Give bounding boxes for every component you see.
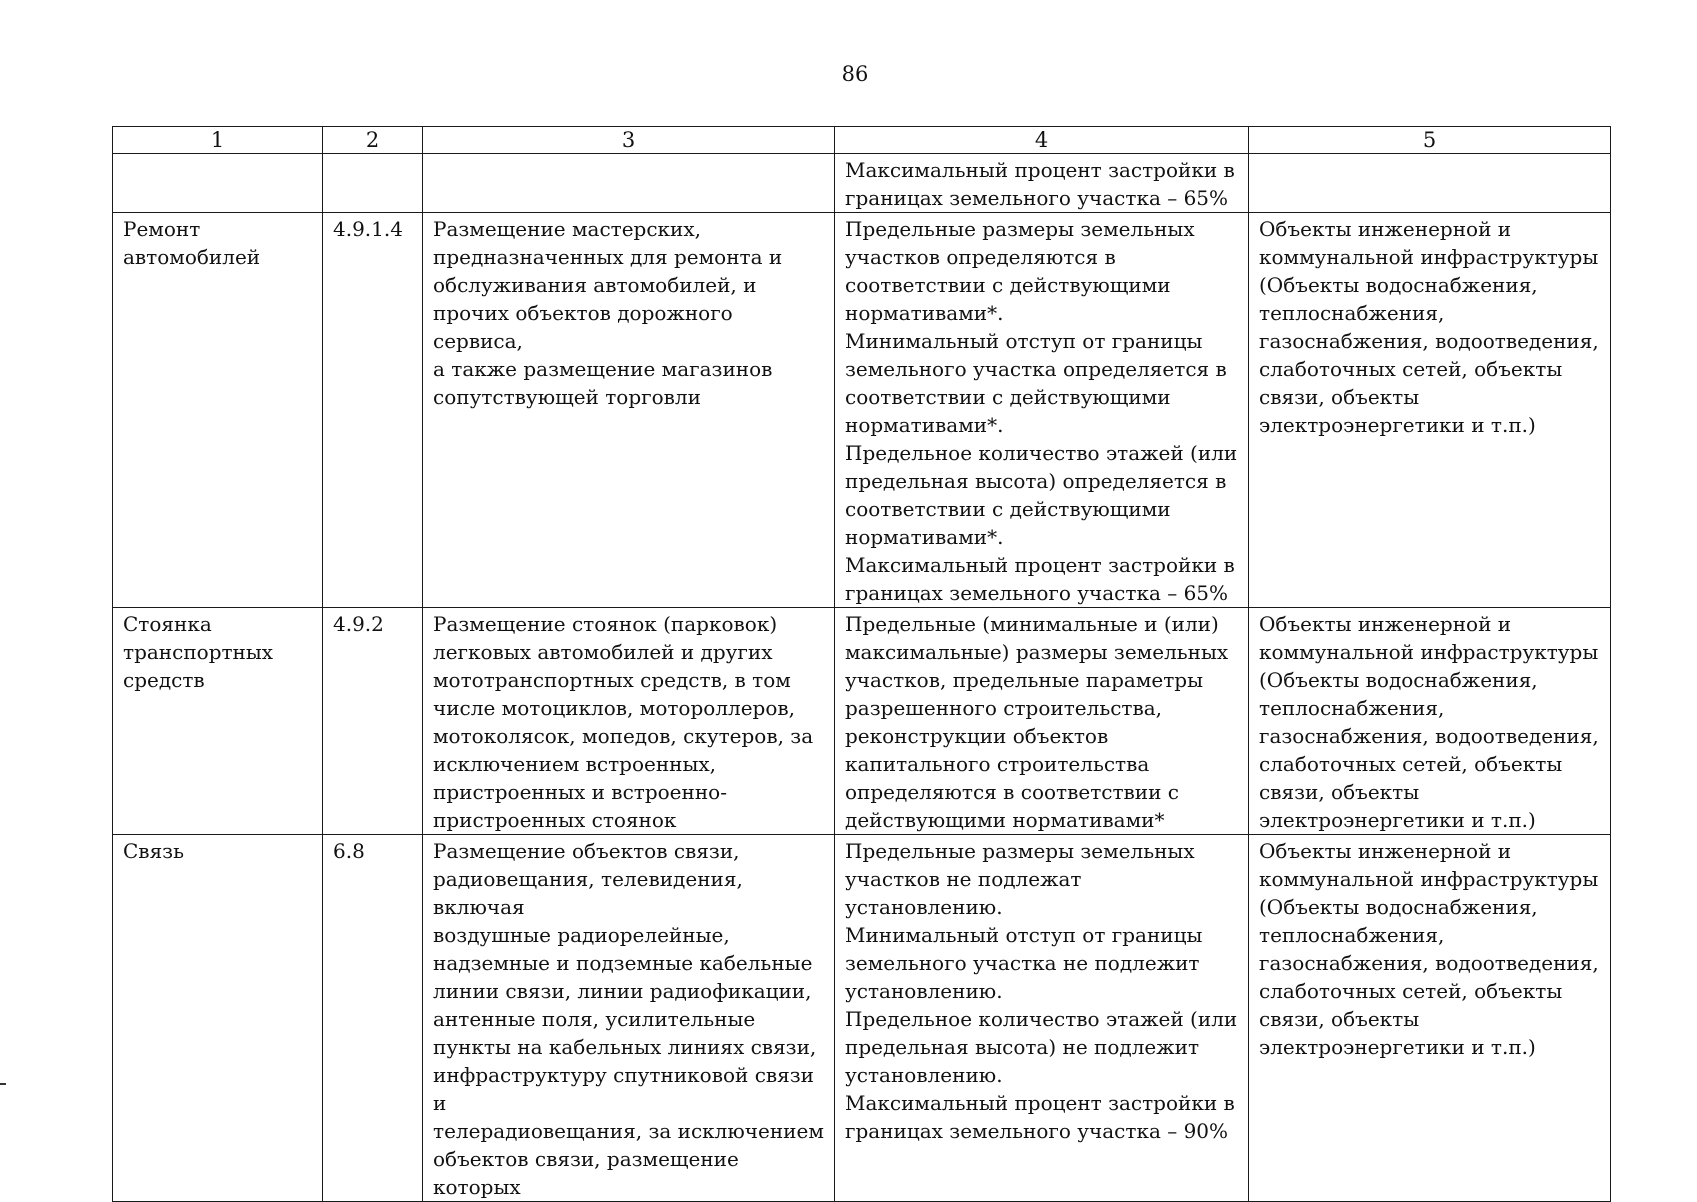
page-number: 86 — [841, 62, 869, 86]
table-row — [113, 608, 1611, 835]
cell-parameters: Предельные (минимальные и (или) максимальные) размеры земельных участков, предельные параметры разрешенного строительства, реконструкции объектов капитального строительства определяются в соответствии с действующими нормативами* — [835, 608, 1249, 835]
cell-description: Размещение мастерских, предназначенных для ремонта и обслуживания автомобилей, и прочих объектов дорожного сервиса, а также размещение магазинов сопутствующей торговли — [423, 213, 835, 608]
cell-name: Стоянка транспортных средств — [113, 608, 323, 835]
header-row — [113, 127, 1611, 154]
cell-code — [323, 154, 423, 213]
header-col-4: 4 — [835, 127, 1249, 154]
table-body — [113, 154, 1611, 1202]
cell-auxiliary — [1249, 154, 1611, 213]
table-header — [113, 127, 1611, 154]
cell-name — [113, 154, 323, 213]
cell-description: Размещение стоянок (парковок) легковых автомобилей и других мототранспортных средств, в том числе мотоциклов, мотороллеров, мотоколясок, мопедов, скутеров, за исключением встроенных, пристроенных и встроенно- пристроенных стоянок — [423, 608, 835, 835]
table-row — [113, 835, 1611, 1202]
cell-code: 4.9.2 — [323, 608, 423, 835]
cell-code: 4.9.1.4 — [323, 213, 423, 608]
header-col-5: 5 — [1249, 127, 1611, 154]
header-col-3: 3 — [423, 127, 835, 154]
cell-description — [423, 154, 835, 213]
cell-auxiliary: Объекты инженерной и коммунальной инфраструктуры (Объекты водоснабжения, теплоснабжения, газоснабжения, водоотведения, слаботочных сетей, объекты связи, объекты электроэнергетики и т.п.) — [1249, 608, 1611, 835]
cell-description: Размещение объектов связи, радиовещания, телевидения, включая воздушные радиорелейные, надземные и подземные кабельные линии связи, линии радиофикации, антенные поля, усилительные пункты на кабельных линиях связи, инфраструктуру спутниковой связи и телерадиовещания, за исключением объектов связи, размещение которых — [423, 835, 835, 1202]
table-row — [113, 213, 1611, 608]
header-col-1: 1 — [113, 127, 323, 154]
land-use-table — [112, 126, 1611, 1202]
table-row — [113, 154, 1611, 213]
cell-name: Ремонт автомобилей — [113, 213, 323, 608]
header-col-2: 2 — [323, 127, 423, 154]
cell-code: 6.8 — [323, 835, 423, 1202]
scan-edge-mark — [0, 1083, 6, 1085]
cell-name: Связь — [113, 835, 323, 1202]
cell-auxiliary: Объекты инженерной и коммунальной инфраструктуры (Объекты водоснабжения, теплоснабжения, газоснабжения, водоотведения, слаботочных сетей, объекты связи, объекты электроэнергетики и т.п.) — [1249, 213, 1611, 608]
cell-parameters: Максимальный процент застройки в границах земельного участка – 65% — [835, 154, 1249, 213]
cell-auxiliary: Объекты инженерной и коммунальной инфраструктуры (Объекты водоснабжения, теплоснабжения, газоснабжения, водоотведения, слаботочных сетей, объекты связи, объекты электроэнергетики и т.п.) — [1249, 835, 1611, 1202]
cell-parameters: Предельные размеры земельных участков определяются в соответствии с действующими нормативами*. Минимальный отступ от границы земельного участка определяется в соответствии с действующими нормативами*. Предельное количество этажей (или предельная высота) определяется в соответствии с действующими нормативами*. Максимальный процент застройки в границах земельного участка – 65% — [835, 213, 1249, 608]
cell-parameters: Предельные размеры земельных участков не подлежат установлению. Минимальный отступ от границы земельного участка не подлежит установлению. Предельное количество этажей (или предельная высота) не подлежит установлению. Максимальный процент застройки в границах земельного участка – 90% — [835, 835, 1249, 1202]
